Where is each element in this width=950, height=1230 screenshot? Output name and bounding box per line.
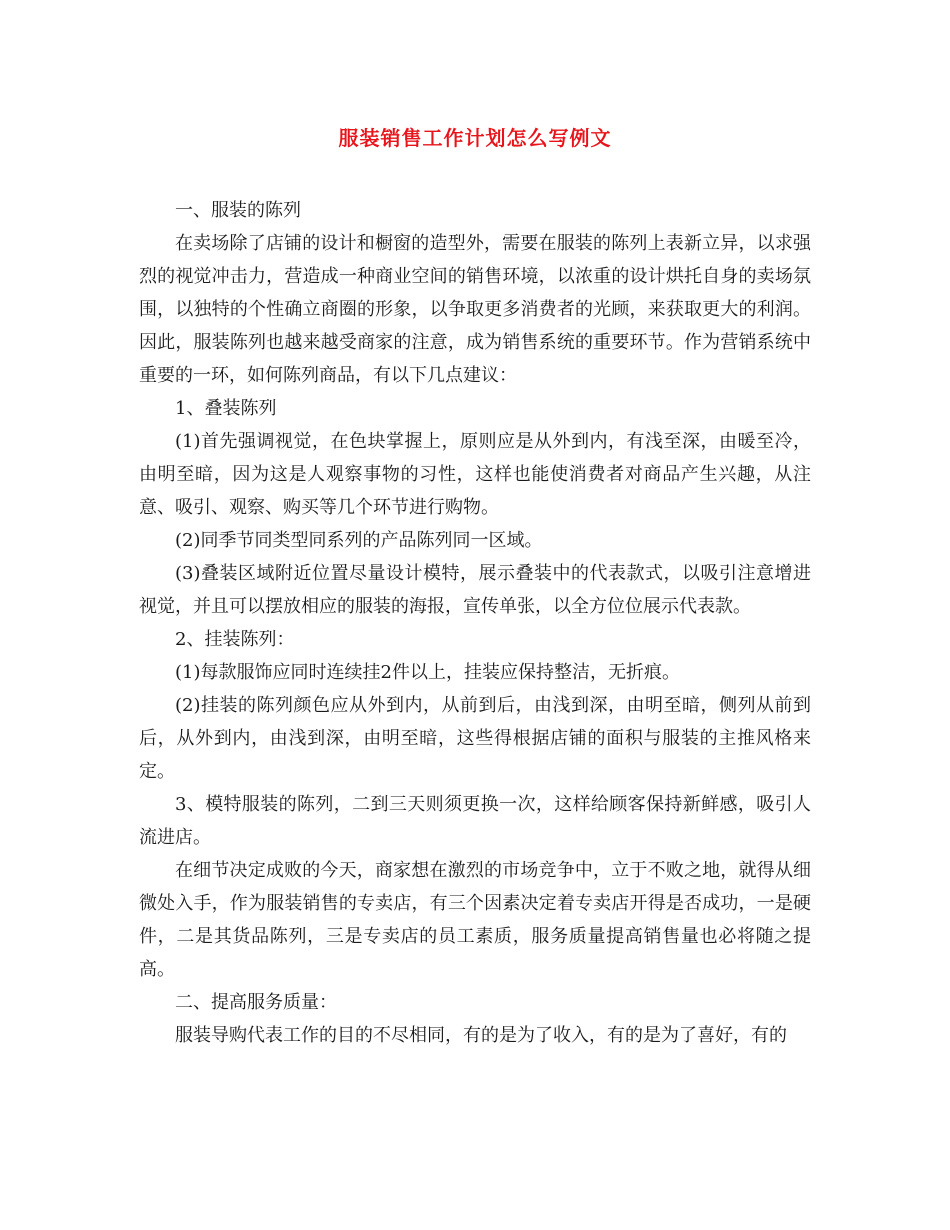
subsection-heading: 2、挂装陈列： (175, 629, 295, 650)
paragraph: (2)同季节同类型同系列的产品陈列同一区域。 (175, 530, 543, 551)
paragraph: 在卖场除了店铺的设计和橱窗的造型外，需要在服装的陈列上表新立异，以求强烈的视觉冲击力，营造成一种商业空间的销售环境，以浓重的设计烘托自身的卖场氛围，以独特的个性确立商圈的形象，以争取更多消费者的光顾，来获取更大的利润。因此，服装陈列也越来越受商家的注意，成为销售系统的重要环节。作为营销系统中重要的一环，如何陈列商品，有以下几点建议： (139, 233, 811, 386)
document-title: 服装销售工作计划怎么写例文 (338, 126, 612, 150)
paragraph: 在细节决定成败的今天，商家想在激烈的市场竞争中，立于不败之地，就得从细微处入手，作为服装销售的专卖店，有三个因素决定着专卖店开得是否成功，一是硬件，二是其货品陈列，三是专卖店的员工素质，服务质量提高销售量也必将随之提高。 (139, 860, 811, 980)
paragraph: (3)叠装区域附近位置尽量设计模特，展示叠装中的代表款式，以吸引注意增进视觉，并且可以摆放相应的服装的海报，宣传单张，以全方位位展示代表款。 (139, 563, 811, 617)
section-heading: 一、服装的陈列 (175, 200, 301, 221)
document-body (139, 194, 811, 1052)
paragraph: (1)每款服饰应同时连续挂2件以上，挂装应保持整洁，无折痕。 (175, 662, 680, 683)
paragraph: (2)挂装的陈列颜色应从外到内，从前到后，由浅到深，由明至暗，侧列从前到后，从外到内，由浅到深，由明至暗，这些得根据店铺的面积与服装的主推风格来定。 (139, 695, 811, 782)
paragraph: 服装导购代表工作的目的不尽相同，有的是为了收入，有的是为了喜好，有的 (175, 1025, 787, 1046)
paragraph: (1)首先强调视觉，在色块掌握上，原则应是从外到内，有浅至深，由暖至冷，由明至暗，因为这是人观察事物的习性，这样也能使消费者对商品产生兴趣，从注意、吸引、观察、购买等几个环节进行购物。 (139, 431, 811, 518)
paragraph: 3、模特服装的陈列，二到三天则须更换一次，这样给顾客保持新鲜感，吸引人流进店。 (139, 794, 811, 848)
section-heading: 二、提高服务质量： (175, 992, 337, 1013)
subsection-heading: 1、叠装陈列 (175, 398, 277, 419)
